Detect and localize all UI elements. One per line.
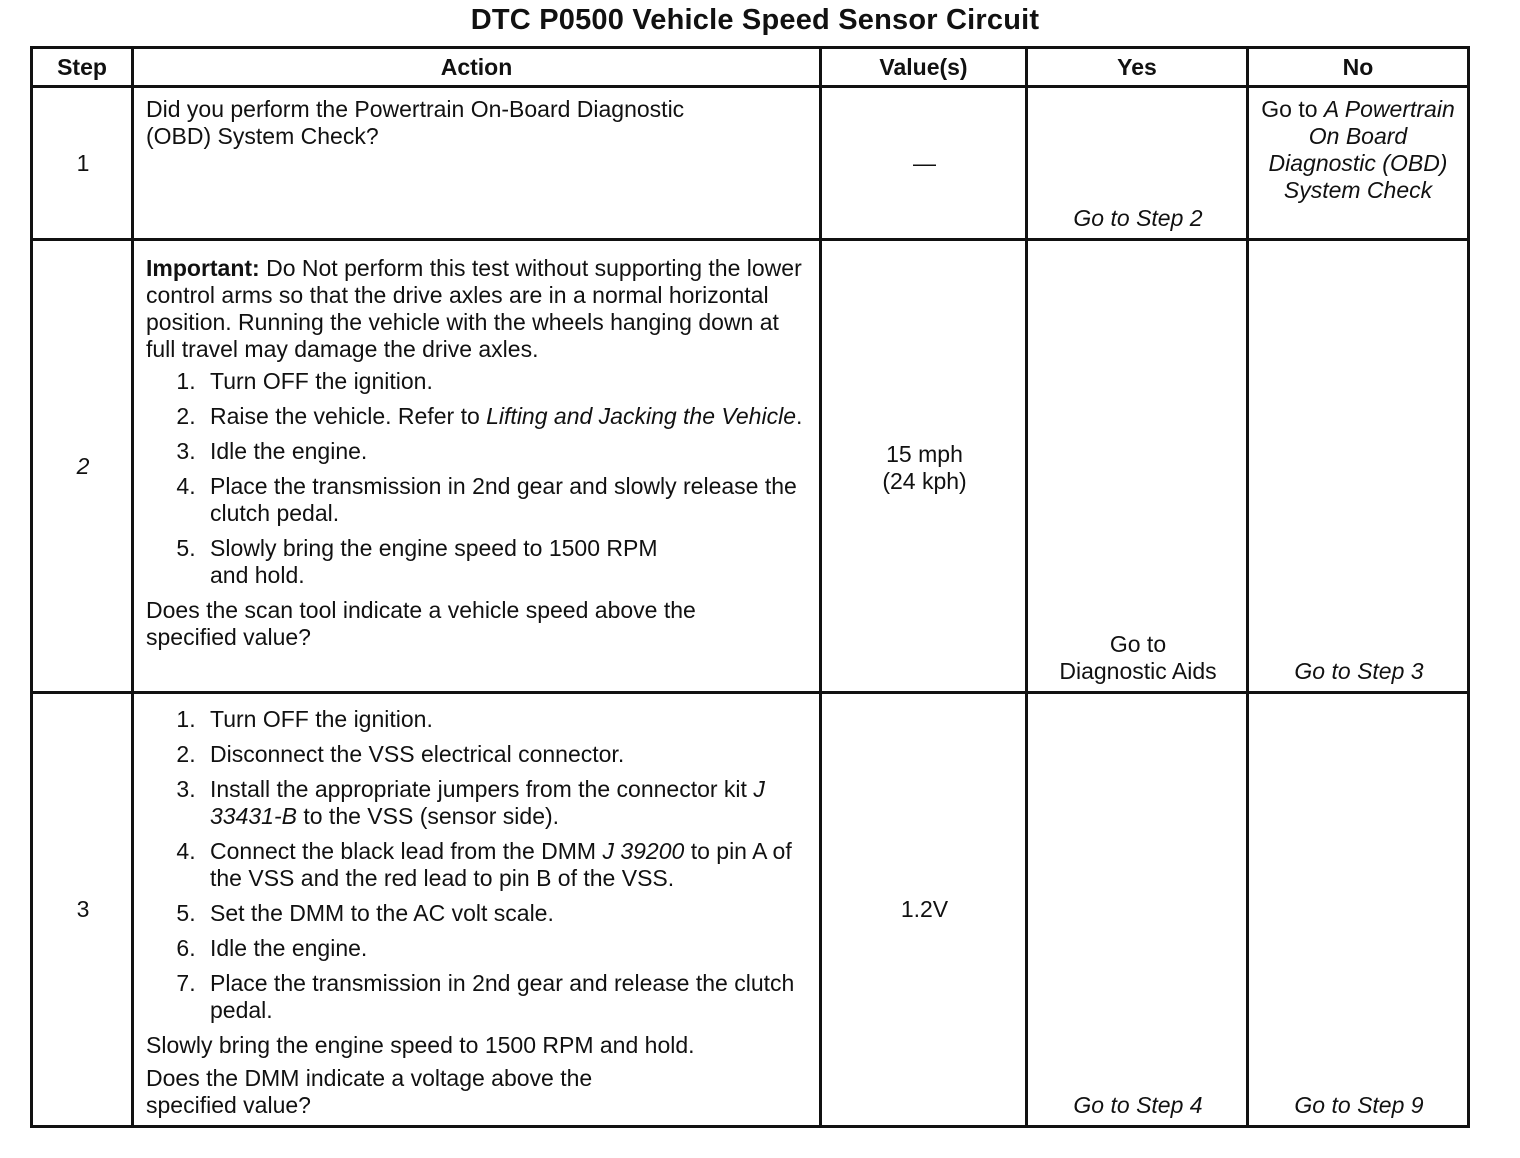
list-item: 1. Turn OFF the ignition.	[202, 706, 809, 733]
list-item: 2. Disconnect the VSS electrical connector.	[202, 741, 809, 768]
list-item-text: Connect the black lead from the DMM	[210, 838, 603, 864]
list-item: 5. Slowly bring the engine speed to 1500 RPM and hold.	[202, 535, 809, 589]
list-item	[202, 403, 809, 430]
step-list	[146, 706, 809, 1024]
action-cell	[133, 240, 821, 693]
table-row	[32, 240, 1469, 693]
header-values: Value(s)	[821, 48, 1027, 87]
important-note	[146, 255, 809, 363]
list-item: 5. Set the DMM to the AC volt scale.	[202, 900, 809, 927]
table-header-row	[32, 48, 1469, 87]
action-question: Does the DMM indicate a voltage above the specified value?	[146, 1065, 593, 1118]
important-text: Do Not perform this test without supporting the lower control arms so that the drive axles are in a normal horizontal position. Running the vehicle with the wheels hanging down at full travel may damage the drive axles.	[146, 255, 802, 362]
header-action: Action	[133, 48, 821, 87]
no-prefix: Go to	[1261, 96, 1324, 122]
yes-cell	[1027, 240, 1248, 693]
action-question: Did you perform the Powertrain On-Board Diagnostic (OBD) System Check?	[146, 96, 685, 149]
lifting-jacking-link[interactable]: Lifting and Jacking the Vehicle	[486, 403, 796, 429]
yes-prefix: Go to	[1109, 631, 1167, 657]
dmm-tool-link[interactable]: J 39200	[602, 838, 685, 864]
step-number: 3	[32, 693, 133, 1127]
header-no: No	[1248, 48, 1469, 87]
list-item	[202, 776, 809, 830]
table-row	[32, 87, 1469, 240]
step-number: 2	[32, 240, 133, 693]
header-yes: Yes	[1027, 48, 1248, 87]
list-item: 6. Idle the engine.	[202, 935, 809, 962]
list-item: 7. Place the transmission in 2nd gear and release the clutch pedal.	[202, 970, 809, 1024]
yes-link[interactable]: Go to Step 2	[1027, 87, 1248, 240]
value-speed-kph: (24 kph)	[882, 468, 967, 494]
diagnostic-table	[30, 46, 1470, 1128]
no-cell	[1248, 87, 1469, 240]
header-step: Step	[32, 48, 133, 87]
list-item: 4. Place the transmission in 2nd gear and slowly release the clutch pedal.	[202, 473, 809, 527]
action-cell	[133, 87, 821, 240]
list-item	[202, 838, 809, 892]
list-item: 1. Turn OFF the ignition.	[202, 368, 809, 395]
list-item-text: .	[796, 403, 803, 429]
page-title: DTC P0500 Vehicle Speed Sensor Circuit	[470, 4, 1040, 36]
yes-link[interactable]: Go to Step 4	[1027, 693, 1248, 1127]
list-item: 3. Idle the engine.	[202, 438, 809, 465]
list-item-text: to pin A of the VSS and the red lead to pin B of the VSS.	[210, 838, 792, 891]
no-link[interactable]: Go to Step 9	[1248, 693, 1469, 1127]
value-speed-mph: 15 mph	[886, 441, 963, 467]
table-row	[32, 693, 1469, 1127]
connector-kit-link[interactable]: J 33431-B	[210, 776, 765, 829]
action-cell	[133, 693, 821, 1127]
list-item-text: Raise the vehicle. Refer to	[210, 403, 487, 429]
step-list	[146, 368, 809, 589]
action-note: Slowly bring the engine speed to 1500 RPM and hold.	[146, 1032, 695, 1058]
action-question: Does the scan tool indicate a vehicle speed above the specified value?	[146, 597, 696, 650]
value-cell: —	[821, 87, 1027, 240]
list-item-text: to the VSS (sensor side).	[296, 803, 560, 829]
step-number: 1	[32, 87, 133, 240]
important-label: Important:	[146, 255, 260, 281]
obd-check-link[interactable]: A Powertrain On Board Diagnostic (OBD) System Check	[1268, 96, 1455, 203]
diagnostic-aids-link[interactable]: Diagnostic Aids	[1059, 658, 1217, 684]
value-cell: 1.2V	[821, 693, 1027, 1127]
no-link[interactable]: Go to Step 3	[1248, 240, 1469, 693]
value-cell	[821, 240, 1027, 693]
list-item-text: Install the appropriate jumpers from the connector kit	[210, 776, 754, 802]
